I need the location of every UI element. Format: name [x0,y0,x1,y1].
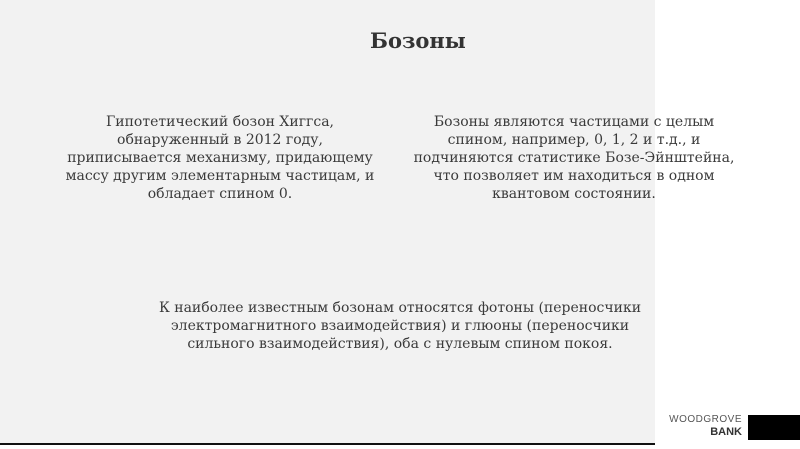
slide-title: Бозоны [370,28,466,53]
boson-definition-paragraph: Бозоны являются частицами с целым спином, например, 0, 1, 2 и т.д., и подчиняются статистике Бозе-Эйнштейна, что позволяет им находиться в одном квантовом состоянии. [413,114,735,202]
logo-line-1: WOODGROVE [669,414,742,425]
company-logo [658,414,742,438]
higgs-boson-paragraph: Гипотетический бозон Хиггса, обнаруженный в 2012 году, приписывается механизму, придающему массу другим элементарным частицам, и обладает спином 0. [65,114,375,202]
known-bosons-paragraph: К наиболее известным бозонам относятся фотоны (переносчики электромагнитного взаимодействия) и глюоны (переносчики сильного взаимодействия), оба с нулевым спином покоя. [158,300,642,352]
accent-block [748,415,800,440]
logo-line-2: BANK [710,426,742,438]
